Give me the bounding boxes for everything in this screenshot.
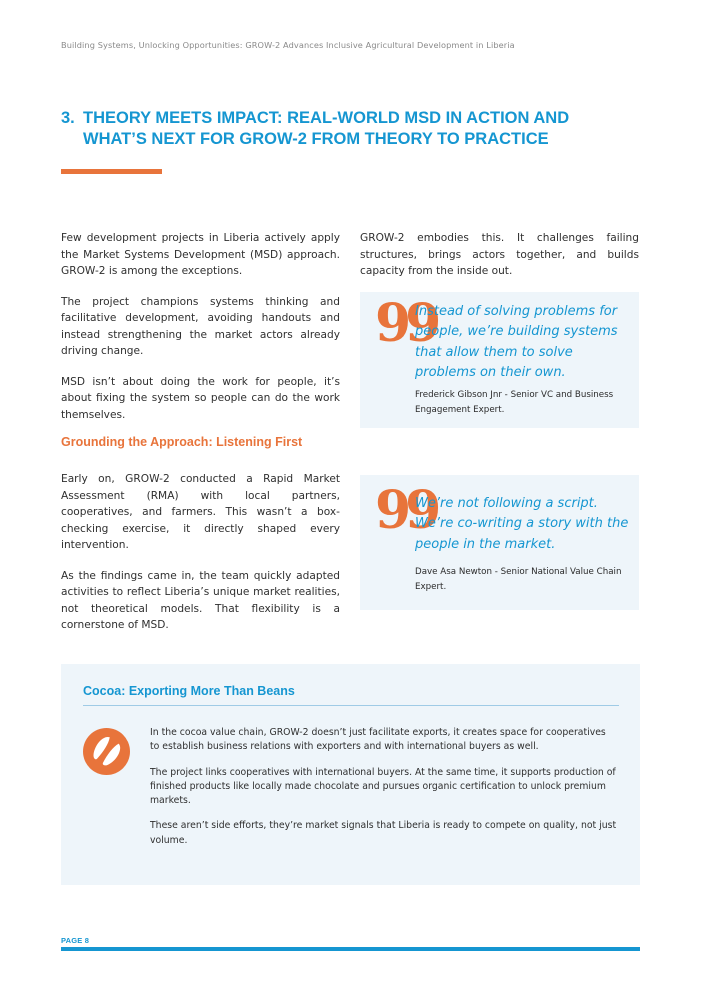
quote-mark-icon: 99 [375, 480, 436, 541]
body-paragraph: As the findings came in, the team quickly adapted activities to reflect Liberia’s unique market realities, not theoretical models. That flexibility is a cornerstone of MSD. [61, 569, 340, 631]
quote-attribution: Frederick Gibson Jnr - Senior VC and Business Engagement Expert. [415, 390, 614, 415]
body-paragraph: Early on, GROW-2 conducted a Rapid Market Assessment (RMA) with local partners, cooperatives, and farmers. This wasn’t a box-checking exercise, it directly shaped every intervention. [61, 473, 340, 551]
body-paragraph: These aren’t side efforts, they’re market signals that Liberia is ready to compete on quality, not just volume. [150, 820, 617, 846]
left-column-grounding [61, 471, 340, 648]
cocoa-callout-box [61, 664, 640, 885]
title-accent-rule [61, 169, 162, 174]
quote-attribution: Dave Asa Newton - Senior National Value Chain Expert. [415, 567, 622, 592]
pull-quote [360, 475, 639, 610]
pull-quote [360, 292, 639, 428]
cocoa-heading: Cocoa: Exporting More Than Beans [83, 684, 295, 698]
page-number: PAGE 8 [61, 936, 90, 945]
right-column-intro [360, 230, 639, 294]
quote-text: We’re not following a script. We’re co-writing a story with the people in the market. [415, 496, 629, 552]
body-paragraph: MSD isn’t about doing the work for people, it’s about fixing the system so people can do the work themselves. [61, 375, 340, 421]
body-paragraph: In the cocoa value chain, GROW-2 doesn’t just facilitate exports, it creates space for cooperatives to establish business relations with exporters and with international buyers as well. [150, 727, 606, 753]
quote-text: Instead of solving problems for people, we’re building systems that allow them to solve problems on their own. [415, 304, 618, 380]
body-paragraph: Few development projects in Liberia actively apply the Market Systems Development (MSD) approach. GROW-2 is among the exceptions. [61, 232, 340, 277]
body-paragraph: The project champions systems thinking and facilitative development, avoiding handouts and instead strengthening the market actors already driving change. [61, 295, 340, 357]
footer-rule [61, 947, 640, 951]
cocoa-divider [83, 705, 619, 706]
section-number: 3. [61, 109, 75, 127]
left-column-intro [61, 230, 340, 437]
cocoa-body [150, 726, 618, 859]
section-title-line-2: WHAT’S NEXT FOR GROW-2 FROM THEORY TO PRACTICE [83, 130, 549, 148]
section-title-line-1: THEORY MEETS IMPACT: REAL-WORLD MSD IN ACTION AND [83, 109, 570, 127]
cocoa-bean-icon [83, 728, 130, 775]
quote-mark-icon: 99 [375, 293, 436, 354]
running-header: Building Systems, Unlocking Opportunities: GROW-2 Advances Inclusive Agricultural Development in Liberia [61, 40, 515, 50]
body-paragraph: The project links cooperatives with international buyers. At the same time, it supports production of finished products like locally made chocolate and pursues organic certification to unlock premium markets. [150, 766, 616, 807]
subsection-heading: Grounding the Approach: Listening First [61, 435, 303, 449]
body-paragraph: GROW-2 embodies this. It challenges failing structures, brings actors together, and builds capacity from the inside out. [360, 232, 639, 277]
